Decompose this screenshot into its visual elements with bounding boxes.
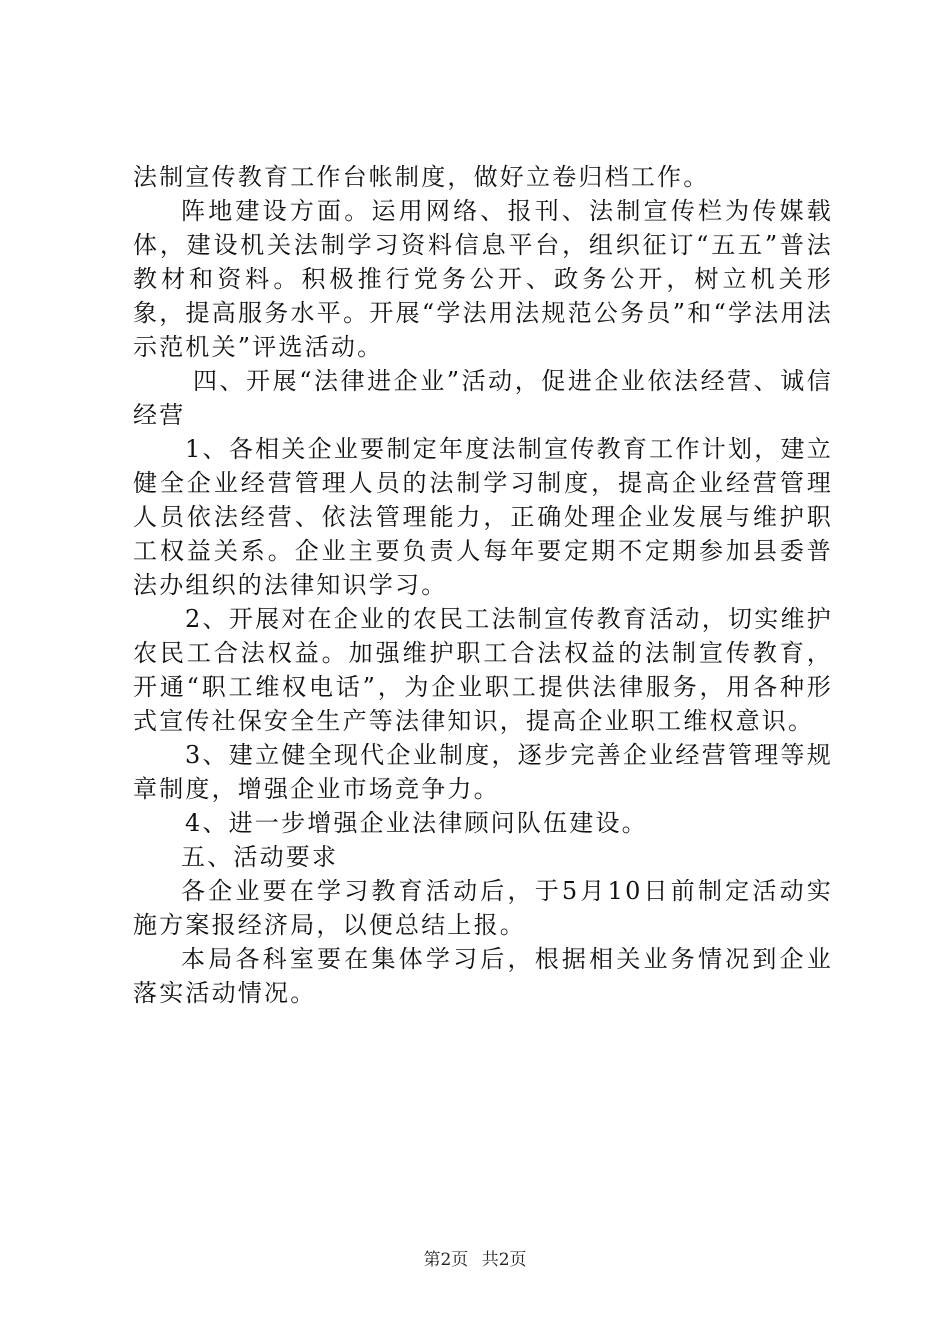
paragraph-requirement-2: 本局各科室要在集体学习后，根据相关业务情况到企业落实活动情况。 [133, 945, 833, 1007]
paragraph-requirement-1: 各企业要在学习教育活动后，于5月10日前制定活动实施方案报经济局，以便总结上报。 [133, 877, 833, 939]
paragraph-position-building: 阵地建设方面。运用网络、报刊、法制宣传栏为传媒载体，建设机关法制学习资料信息平台，组织征订“五五”普法教材和资料。积极推行党务公开、政务公开，树立机关形象，提高服务水平。开展“学法用法规范公务员”和“学法用法示范机关”评选活动。 [133, 197, 833, 361]
page-footer [0, 1245, 950, 1270]
page-total: 共2页 [481, 1250, 527, 1270]
paragraph-item-1: 1、各相关企业要制定年度法制宣传教育工作计划，建立健全企业经营管理人员的法制学习制度，提高企业经营管理人员依法经营、依法管理能力，正确处理企业发展与维护职工权益关系。企业主要负责人每年要定期不定期参加县委普法办组织的法律知识学习。 [133, 435, 833, 599]
paragraph-item-4: 4、进一步增强企业法律顾问队伍建设。 [185, 809, 648, 837]
paragraph-item-2: 2、开展对在企业的农民工法制宣传教育活动，切实维护农民工合法权益。加强维护职工合法权益的法制宣传教育，开通“职工维权电话”，为企业职工提供法律服务，用各种形式宣传社保安全生产等法律知识，提高企业职工维权意识。 [133, 605, 833, 735]
paragraph-item-3: 3、建立健全现代企业制度，逐步完善企业经营管理等规章制度，增强企业市场竞争力。 [133, 741, 833, 803]
document-body [133, 160, 833, 1010]
section-heading-four: 四、开展“法律进企业”活动，促进企业依法经营、诚信经营 [133, 367, 833, 429]
section-heading-five: 五、活动要求 [181, 843, 339, 871]
paragraph-archive: 法制宣传教育工作台帐制度，做好立卷归档工作。 [133, 163, 710, 191]
page-number: 第2页 [423, 1250, 469, 1270]
